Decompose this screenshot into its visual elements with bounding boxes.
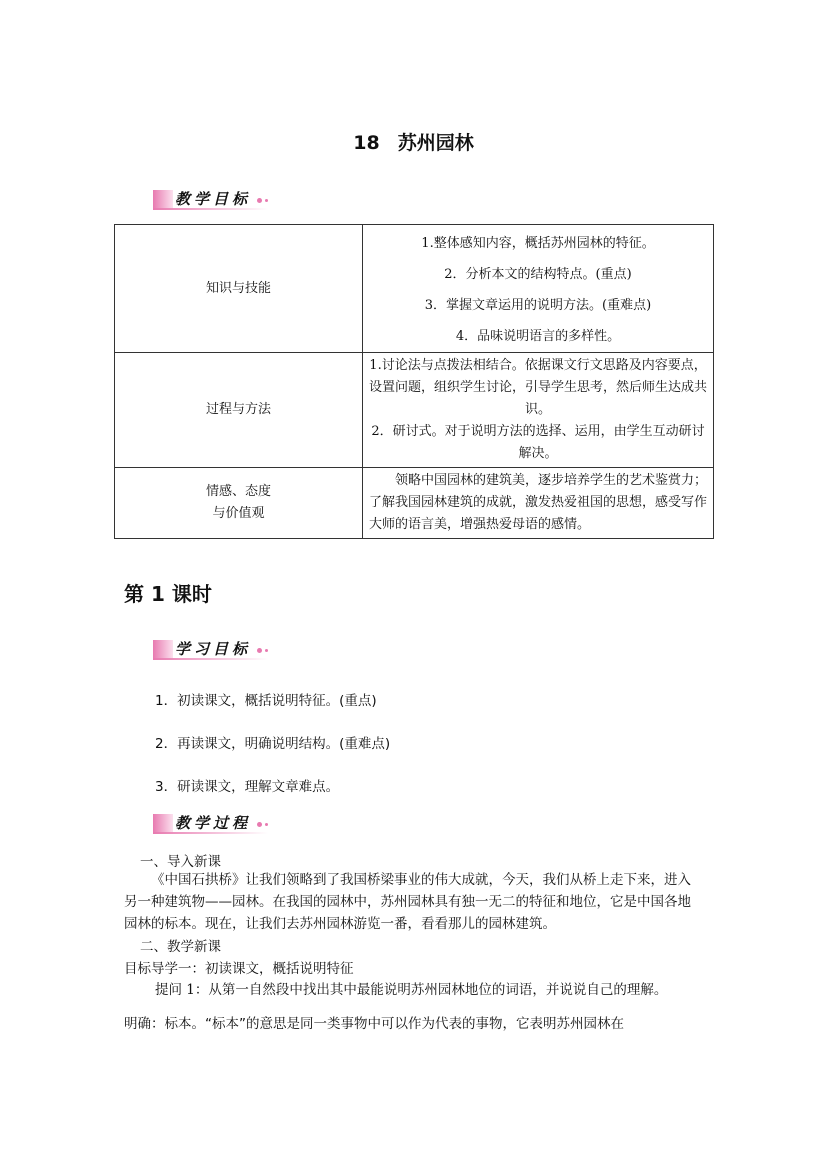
row-content bbox=[363, 225, 714, 353]
goal-item: 1.讨论法与点拨法相结合。依据课文行文思路及内容要点，设置问题，组织学生讨论，引导学生思考，然后师生达成共识。 bbox=[369, 358, 708, 417]
section-heading: 一、导入新课 bbox=[140, 854, 221, 870]
lesson-title: 苏州园林 bbox=[397, 132, 474, 154]
banner-dot-icon bbox=[257, 648, 262, 653]
section-heading: 二、教学新课 bbox=[140, 939, 221, 955]
goal-item: 2．研讨式。对于说明方法的选择、运用，由学生互动研讨解决。 bbox=[371, 424, 705, 461]
banner-dot-icon bbox=[265, 823, 268, 826]
guide-heading: 目标导学一：初读课文，概括说明特征 bbox=[124, 961, 354, 977]
banner-label: 学习目标 bbox=[175, 640, 252, 658]
table-row bbox=[115, 225, 714, 353]
banner-teaching-process bbox=[153, 812, 273, 836]
banner-learning-goals bbox=[153, 638, 273, 662]
objective-item: 1．初读课文，概括说明特征。(重点) bbox=[155, 693, 377, 709]
row-label: 知识与技能 bbox=[115, 225, 363, 353]
answer-text: 明确：标本。“标本”的意思是同一类事物中可以作为代表的事物，它表明苏州园林在 bbox=[124, 1016, 624, 1032]
lesson-heading: 第 1 课时 bbox=[124, 582, 212, 606]
goal-item: 1.整体感知内容，概括苏州园林的特征。 bbox=[421, 235, 655, 251]
goal-item: 3．掌握文章运用的说明方法。(重难点) bbox=[424, 297, 652, 313]
banner-dot-icon bbox=[265, 649, 268, 652]
page-title bbox=[0, 128, 827, 155]
objective-item: 2．再读课文，明确说明结构。(重难点) bbox=[155, 736, 391, 752]
lesson-number: 18 bbox=[353, 132, 380, 154]
question-text: 提问 1：从第一自然段中找出其中最能说明苏州园林地位的词语，并说说自己的理解。 bbox=[155, 982, 668, 998]
objective-item: 3．研读课文，理解文章难点。 bbox=[155, 779, 340, 795]
intro-paragraph: 《中国石拱桥》让我们领略到了我国桥梁事业的伟大成就，今天，我们从桥上走下来，进入另一种建筑物——园林。在我国的园林中，苏州园林具有独一无二的特征和地位，它是中国各地园林的标本。现在，让我们去苏州园林游览一番，看看那儿的园林建筑。 bbox=[124, 872, 691, 932]
banner-teaching-goals bbox=[153, 188, 273, 212]
goals-table bbox=[114, 224, 714, 539]
table-row bbox=[115, 468, 714, 539]
banner-dot-icon bbox=[257, 198, 262, 203]
banner-dot-icon bbox=[265, 199, 268, 202]
banner-label: 教学过程 bbox=[175, 814, 252, 832]
row-label: 过程与方法 bbox=[115, 353, 363, 468]
row-content bbox=[363, 353, 714, 468]
table-row bbox=[115, 353, 714, 468]
row-label: 情感、态度 与价值观 bbox=[115, 468, 363, 539]
goal-item: 4．品味说明语言的多样性。 bbox=[455, 328, 621, 344]
row-content: 领略中国园林的建筑美，逐步培养学生的艺术鉴赏力；了解我国园林建筑的成就，激发热爱祖国的思想，感受写作大师的语言美，增强热爱母语的感情。 bbox=[363, 468, 714, 539]
goal-item: 2．分析本文的结构特点。(重点) bbox=[444, 266, 632, 282]
banner-dot-icon bbox=[257, 822, 262, 827]
banner-label: 教学目标 bbox=[175, 190, 252, 208]
